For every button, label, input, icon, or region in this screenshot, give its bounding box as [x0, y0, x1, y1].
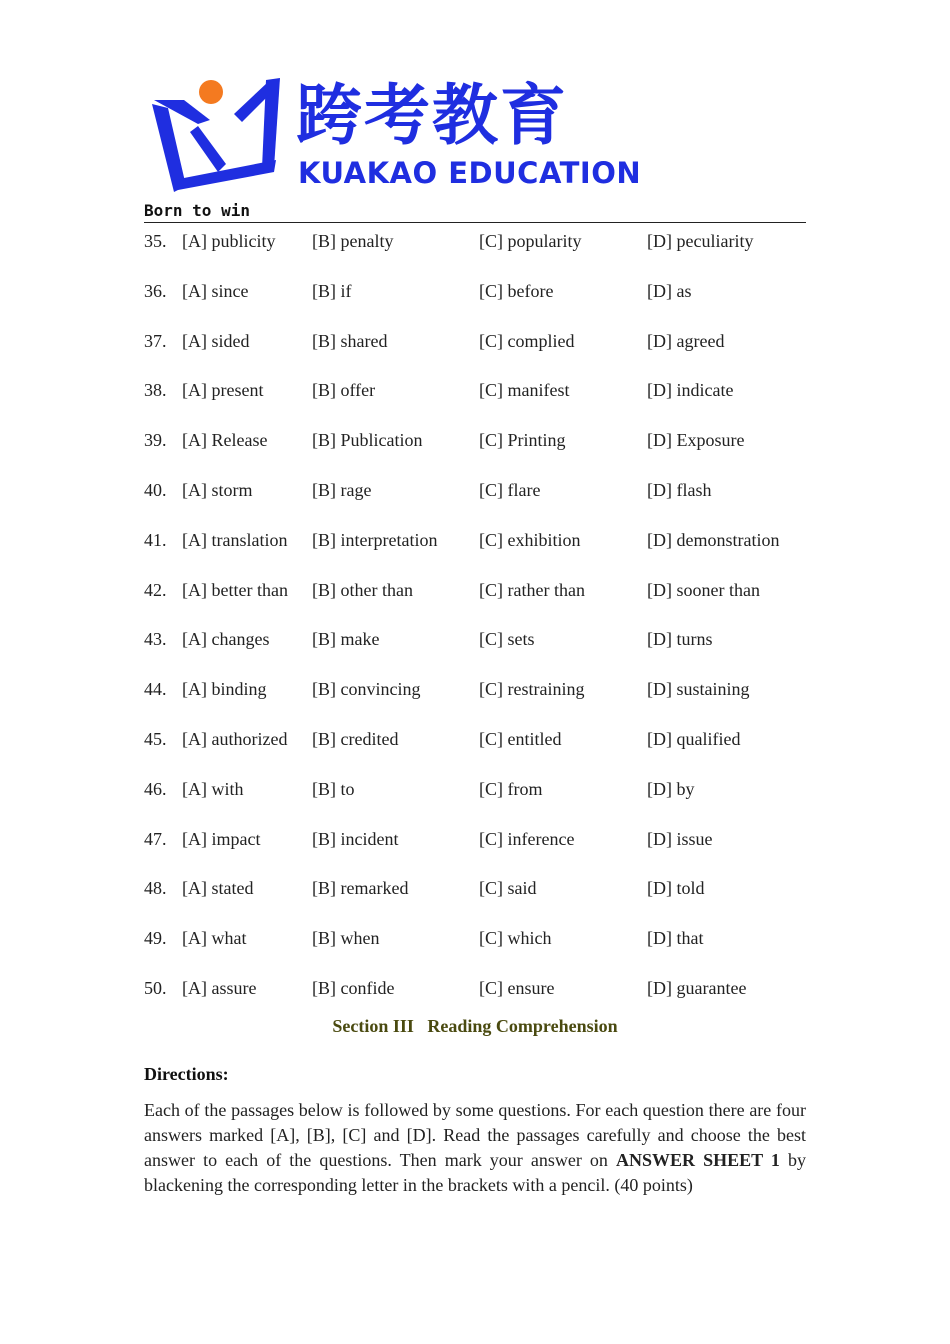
directions-text-part-2: by blackening the corresponding letter in the brackets with a pencil. (40 points): [144, 1150, 807, 1195]
question-row: [144, 228, 806, 278]
option-a: [A] with: [182, 778, 244, 799]
question-row: [144, 925, 806, 975]
question-number: 37.: [144, 330, 167, 351]
option-d: [D] demonstration: [647, 529, 780, 550]
section-title: Section III Reading Comprehension: [332, 1016, 618, 1036]
question-row: [144, 726, 806, 776]
option-a: [A] Release: [182, 430, 268, 451]
option-a: [A] translation: [182, 529, 288, 550]
option-c: [C] flare: [479, 479, 541, 500]
option-b: [B] Publication: [312, 430, 423, 451]
option-d: [D] peculiarity: [647, 231, 754, 251]
header-divider: [144, 222, 806, 223]
option-a: [A] authorized: [182, 728, 288, 749]
option-a: [A] impact: [182, 828, 261, 849]
answer-options-list: [144, 228, 806, 1025]
option-d: [D] turns: [647, 629, 713, 650]
option-b: [B] incident: [312, 828, 399, 849]
option-a: [A] storm: [182, 479, 253, 500]
question-number: 45.: [144, 728, 167, 749]
option-b: [B] other than: [312, 579, 413, 600]
option-b: [B] confide: [312, 977, 395, 998]
option-d: [D] indicate: [647, 380, 734, 401]
question-row: [144, 477, 806, 527]
option-b: [B] penalty: [312, 231, 394, 251]
question-number: 44.: [144, 679, 167, 700]
question-number: 47.: [144, 828, 167, 849]
question-number: 42.: [144, 579, 167, 600]
option-a: [A] assure: [182, 977, 257, 998]
question-number: 41.: [144, 529, 167, 550]
question-row: [144, 278, 806, 328]
option-b: [B] remarked: [312, 878, 409, 899]
question-row: [144, 527, 806, 577]
option-d: [D] issue: [647, 828, 713, 849]
directions-text-part-1: Each of the passages below is followed by some questions. For each question there are four answers marked [A], [B], [C] and [D]. Read the passages carefully and choose the best answer to each of the questions. Then mark your answer on: [144, 1100, 806, 1170]
option-c: [C] inference: [479, 828, 575, 849]
option-d: [D] agreed: [647, 330, 725, 351]
option-d: [D] by: [647, 778, 695, 799]
directions-text: [144, 1098, 806, 1198]
question-row: [144, 328, 806, 378]
option-b: [B] rage: [312, 479, 372, 500]
directions-label: Directions:: [144, 1064, 229, 1084]
question-number: 40.: [144, 479, 167, 500]
option-d: [D] sooner than: [647, 579, 760, 600]
option-d: [D] that: [647, 928, 704, 949]
option-a: [A] changes: [182, 629, 270, 650]
question-row: [144, 626, 806, 676]
option-c: [C] from: [479, 778, 543, 799]
option-a: [A] present: [182, 380, 264, 401]
question-row: [144, 577, 806, 627]
option-a: [A] sided: [182, 330, 250, 351]
option-c: [C] popularity: [479, 231, 582, 251]
option-c: [C] rather than: [479, 579, 585, 600]
option-c: [C] ensure: [479, 977, 555, 998]
option-b: [B] interpretation: [312, 529, 438, 550]
option-c: [C] sets: [479, 629, 535, 650]
option-a: [A] what: [182, 928, 247, 949]
option-a: [A] since: [182, 280, 249, 301]
page-header: [144, 70, 806, 226]
answer-sheet-label: ANSWER SHEET 1: [616, 1150, 780, 1170]
option-a: [A] better than: [182, 579, 288, 600]
option-c: [C] which: [479, 928, 552, 949]
logo-english-text: KUAKAO EDUCATION: [298, 156, 642, 190]
option-d: [D] Exposure: [647, 430, 745, 451]
option-d: [D] sustaining: [647, 679, 750, 700]
option-b: [B] shared: [312, 330, 388, 351]
option-b: [B] credited: [312, 728, 399, 749]
question-row: [144, 427, 806, 477]
option-b: [B] make: [312, 629, 380, 650]
question-number: 43.: [144, 629, 167, 650]
question-row: [144, 776, 806, 826]
option-d: [D] flash: [647, 479, 712, 500]
option-b: [B] when: [312, 928, 380, 949]
option-d: [D] guarantee: [647, 977, 747, 998]
question-number: 46.: [144, 778, 167, 799]
option-c: [C] Printing: [479, 430, 566, 451]
question-row: [144, 826, 806, 876]
tagline: Born to win: [144, 201, 250, 220]
question-number: 39.: [144, 430, 167, 451]
question-number: 35.: [144, 231, 167, 251]
option-c: [C] manifest: [479, 380, 570, 401]
option-a: [A] binding: [182, 679, 267, 700]
option-c: [C] exhibition: [479, 529, 581, 550]
question-number: 48.: [144, 878, 167, 899]
question-number: 36.: [144, 280, 167, 301]
question-row: [144, 875, 806, 925]
question-row: [144, 377, 806, 427]
option-d: [D] qualified: [647, 728, 741, 749]
question-number: 38.: [144, 380, 167, 401]
option-c: [C] restraining: [479, 679, 585, 700]
option-b: [B] if: [312, 280, 352, 301]
question-number: 49.: [144, 928, 167, 949]
option-a: [A] publicity: [182, 231, 276, 251]
logo-chinese-text: 跨考教育: [296, 77, 568, 154]
option-d: [D] as: [647, 280, 692, 301]
option-a: [A] stated: [182, 878, 254, 899]
option-d: [D] told: [647, 878, 705, 899]
option-c: [C] before: [479, 280, 554, 301]
option-c: [C] said: [479, 878, 537, 899]
question-row: [144, 676, 806, 726]
option-b: [B] to: [312, 778, 355, 799]
option-c: [C] complied: [479, 330, 575, 351]
option-b: [B] offer: [312, 380, 376, 401]
option-c: [C] entitled: [479, 728, 562, 749]
option-b: [B] convincing: [312, 679, 421, 700]
kuakao-logo-icon: [148, 74, 282, 194]
question-number: 50.: [144, 977, 167, 998]
